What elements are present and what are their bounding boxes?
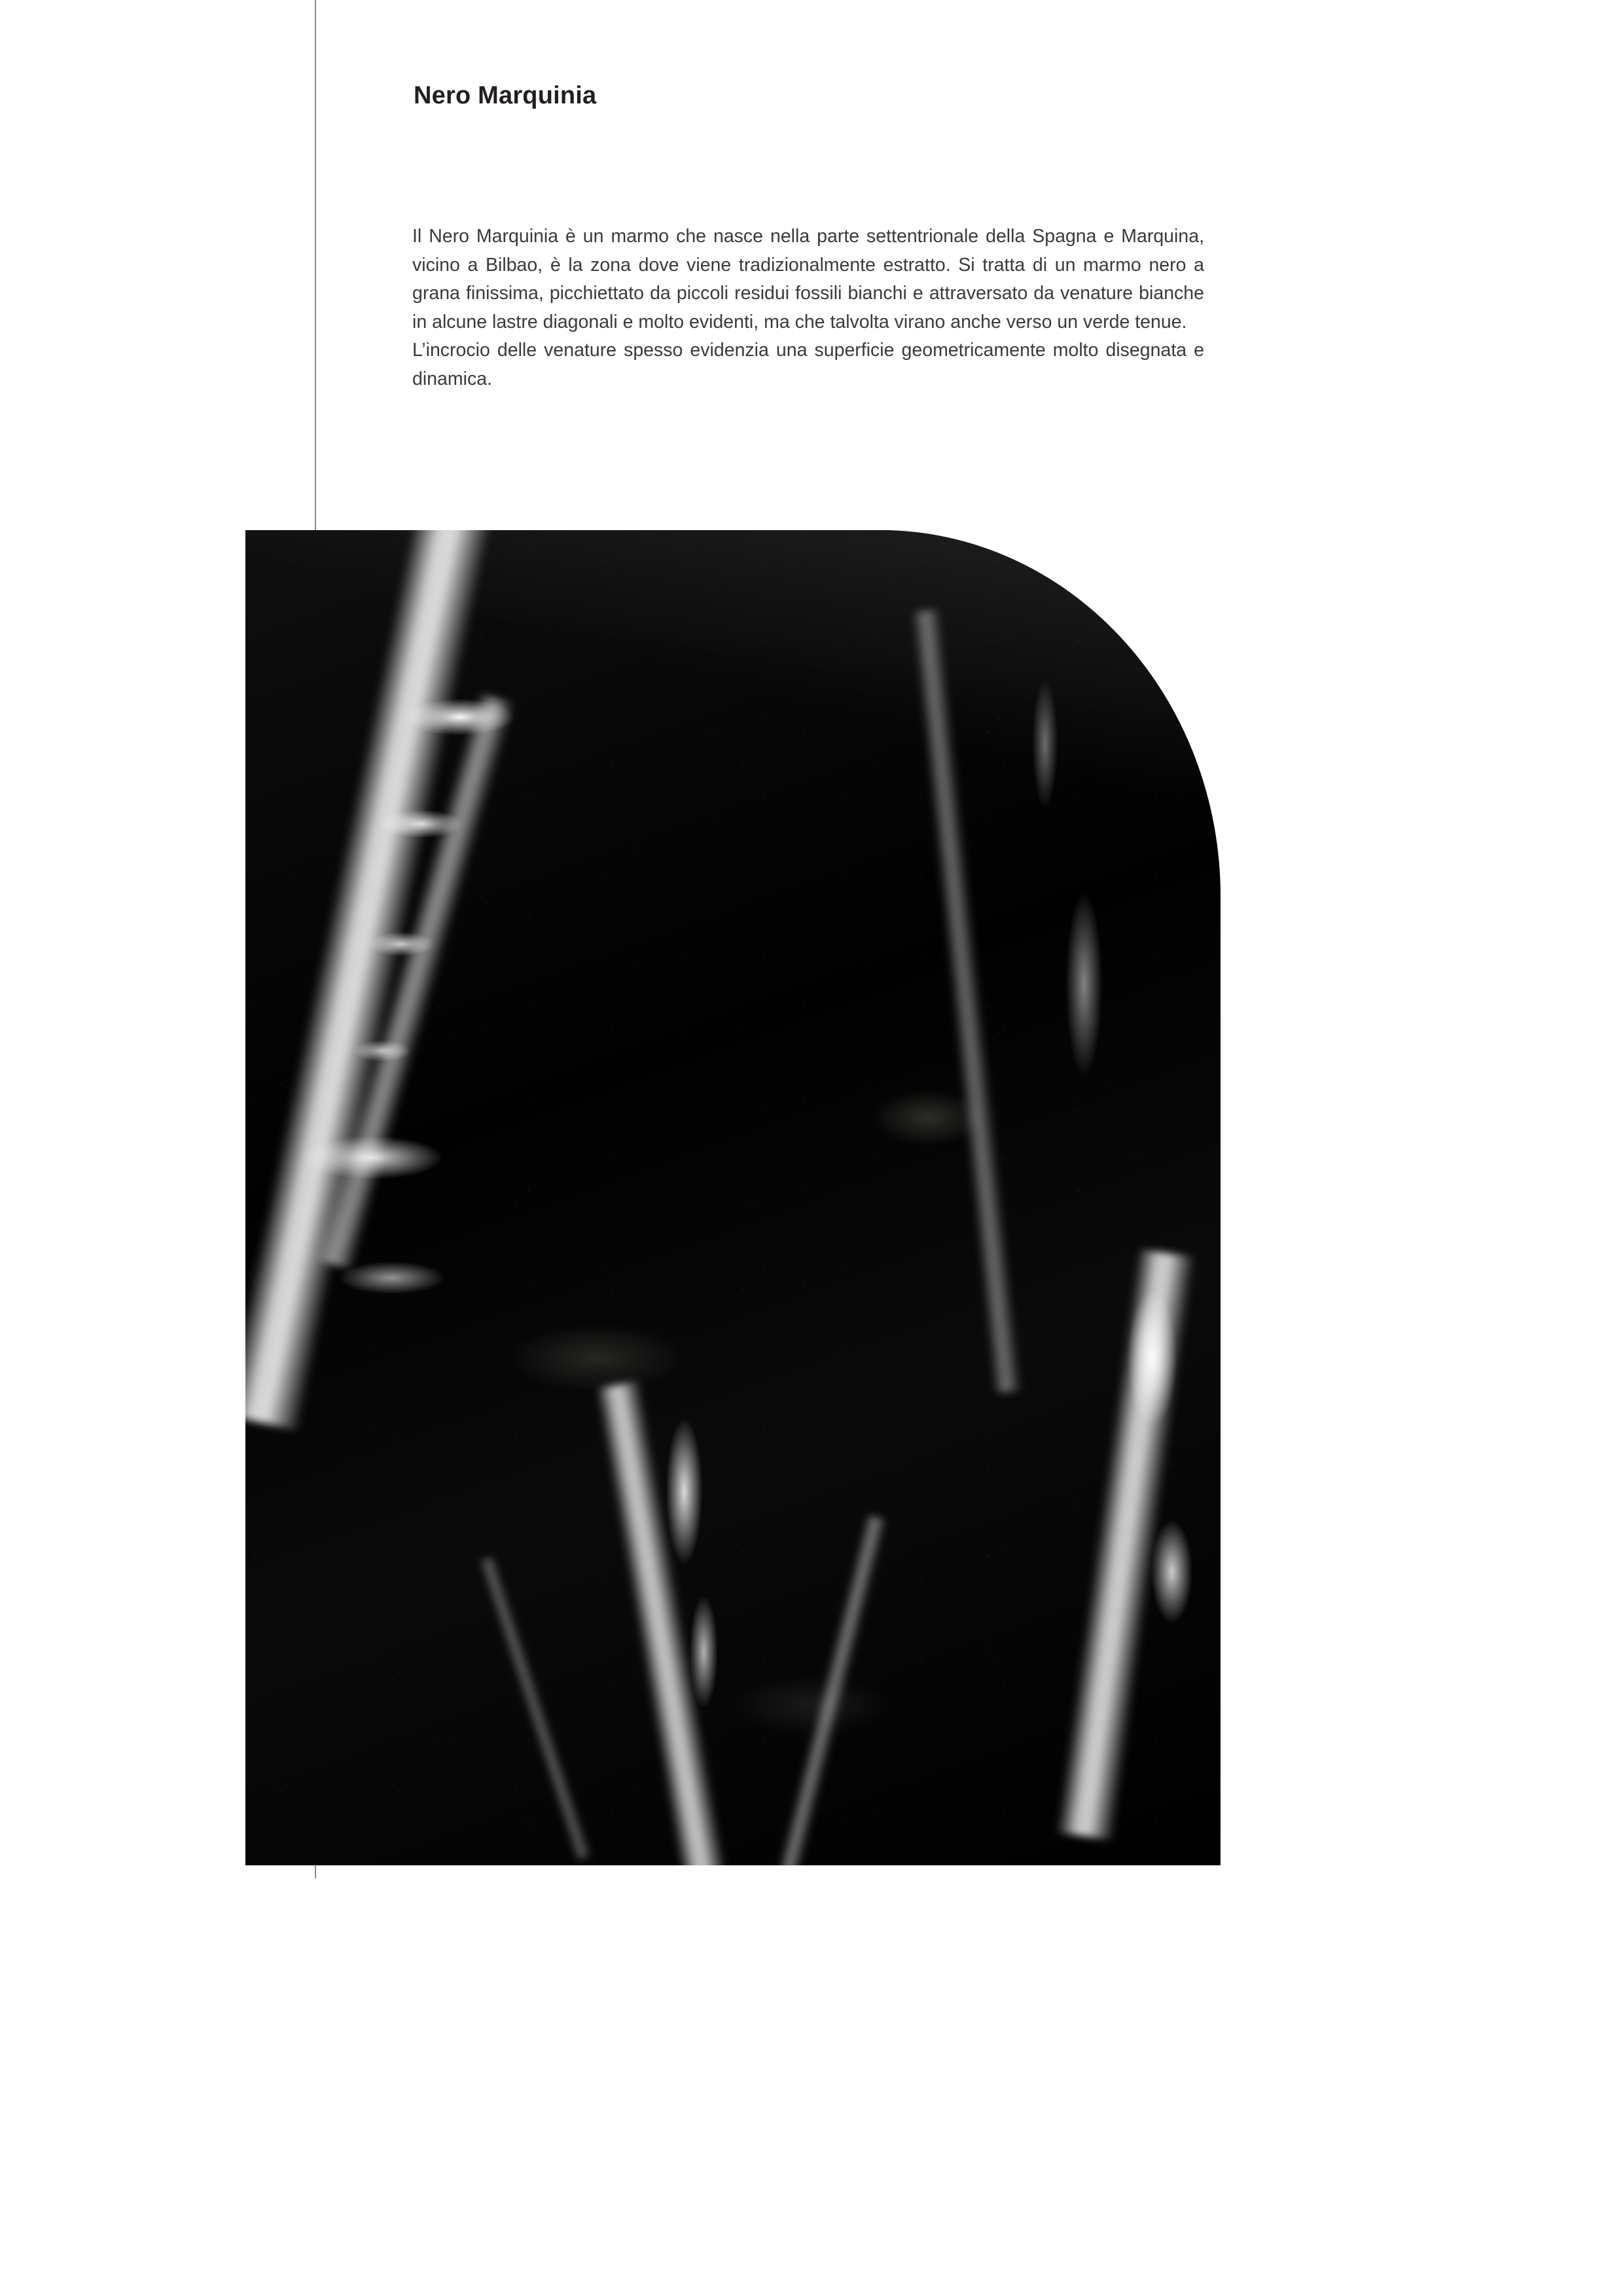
page-footer — [0, 2173, 1623, 2212]
paragraph-2: L’incrocio delle venature spesso evidenzia una superficie geometricamente molto disegnata e dinamica. — [412, 340, 1204, 389]
marble-figure — [245, 530, 1221, 1865]
marble-grain-overlay — [245, 530, 1221, 1865]
body-text — [412, 223, 1204, 394]
paragraph-1: Il Nero Marquinia è un marmo che nasce nella parte settentrionale della Spagna e Marquina, vicino a Bilbao, è la zona dove viene tradizionalmente estratto. Si tratta di un marmo nero a grana finissima, picchiettato da piccoli residui fossili bianchi e attraversato da venature bianche in alcune lastre diagonali e molto evidenti, ma che talvolta virano anche verso un verde tenue. — [412, 226, 1204, 332]
page-title: Nero Marquinia — [414, 82, 597, 110]
